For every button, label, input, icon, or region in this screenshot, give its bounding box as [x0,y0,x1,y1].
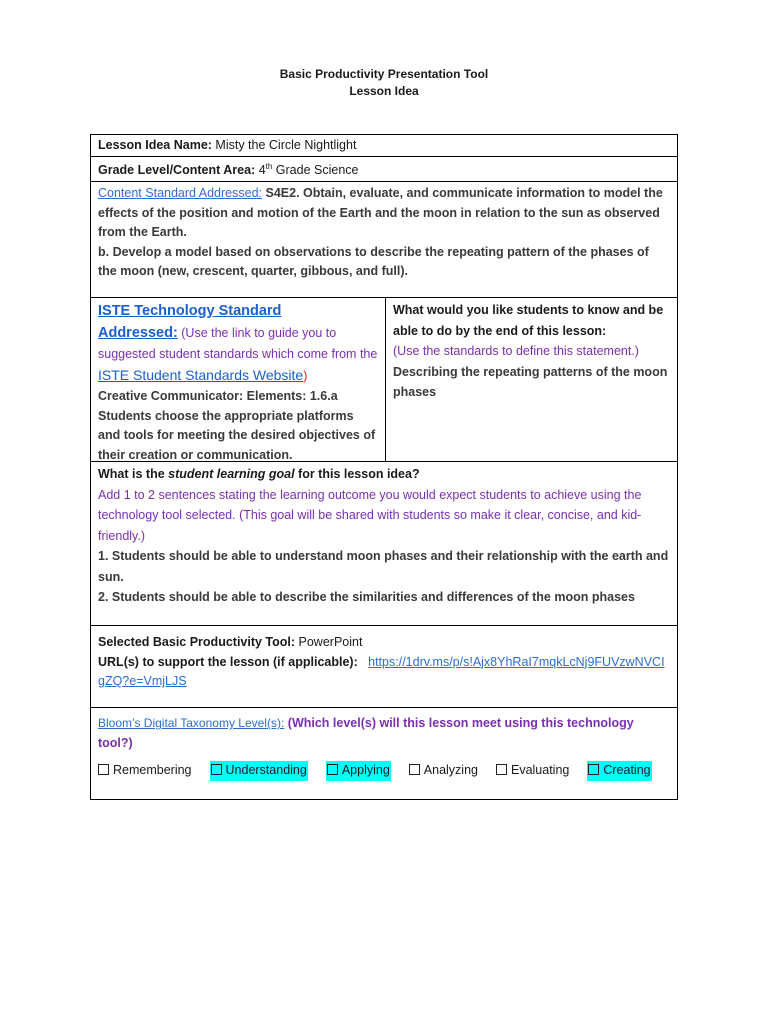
lesson-name-label: Lesson Idea Name: [98,138,212,152]
goal-point-1: 1. Students should be able to understand moon phases and their relationship with the earth and sun. [98,549,669,584]
grade-suffix: th [265,161,273,171]
goal-row [91,462,677,626]
checkbox-icon [588,764,599,775]
bloom-question: (Which level(s) will this lesson meet using this technology tool?) [98,716,634,750]
level-remembering[interactable]: Remembering [98,761,192,781]
iste-heading-addressed: Addressed: [98,325,178,342]
level-applying[interactable]: Applying [326,761,391,781]
document-title: Basic Productivity Presentation Tool [279,67,489,81]
know-question: What would you like students to know and be able to do by the end of this lesson: [393,303,664,338]
iste-cell [91,298,386,461]
document-subtitle: Lesson Idea [349,84,419,98]
iste-standards-link[interactable]: ISTE Student Standards Website [98,367,304,384]
content-standard-row [91,182,677,298]
lesson-name-value: Misty the Circle Nightlight [211,138,357,152]
bloom-label: Bloom’s Digital Taxonomy Level(s): [98,716,285,731]
checkbox-icon [98,764,109,775]
bloom-levels [98,761,670,781]
iste-heading: ISTE Technology Standard [98,303,282,320]
goal-question-emphasis: student learning goal [168,467,295,482]
bloom-row [91,708,677,799]
goal-question-post: for this lesson idea? [294,467,420,482]
tool-row [91,626,677,708]
tool-label: Selected Basic Productivity Tool: [98,635,296,650]
checkbox-icon [327,764,338,775]
tool-value: PowerPoint [295,635,363,650]
know-cell [386,298,677,461]
lesson-table [90,134,678,800]
tool-url-link[interactable]: https://1drv.ms/p/s!Ajx8YhRaI7mqkLcNj9FUVzwNVCIgZQ?e=VmjLJS [98,654,665,689]
grade-number: 4 [255,162,266,177]
document-header [0,66,768,100]
tool-url-label: URL(s) to support the lesson (if applicable): [98,654,358,669]
lesson-name-row [91,135,677,182]
goal-point-2: 2. Students should be able to describe the similarities and differences of the moon phases [98,590,635,605]
know-hint: (Use the standards to define this statement.) [393,344,639,359]
level-understanding[interactable]: Understanding [210,761,308,781]
goal-hint: Add 1 to 2 sentences stating the learning outcome you would expect students to achieve using the technology tool selected. (This goal will be shared with students so make it clear, concise, and kid-friendly.) [98,487,642,543]
goal-question-pre: What is the [98,467,169,482]
know-answer: Describing the repeating patterns of the moon phases [393,364,668,400]
iste-guide-close: ) [303,369,308,384]
grade-label: Grade Level/Content Area: [98,162,256,177]
checkbox-icon [496,764,507,775]
content-standard-label: Content Standard Addressed: [98,186,263,201]
content-standard-text-a: S4E2. Obtain, evaluate, and communicate information to model the effects of the position and motion of the Earth and the moon in relation to the sun as observed from the Earth. [98,186,663,240]
level-analyzing[interactable]: Analyzing [409,761,478,781]
level-creating[interactable]: Creating [587,761,651,781]
iste-body: Creative Communicator: Elements: 1.6.a Students choose the appropriate platforms and tools for meeting the desired objectives of their creation or communication. [98,389,376,462]
iste-row [91,298,677,462]
level-evaluating[interactable]: Evaluating [496,761,569,781]
grade-subject: Grade Science [272,162,359,177]
checkbox-icon [409,764,420,775]
content-standard-text-b: b. Develop a model based on observations to describe the repeating pattern of the phases of the moon (new, crescent, quarter, gibbous, and full). [98,244,649,279]
checkbox-icon [211,764,222,775]
iste-guide-text: (Use the link to guide you to suggested student standards which come from the [98,326,378,362]
